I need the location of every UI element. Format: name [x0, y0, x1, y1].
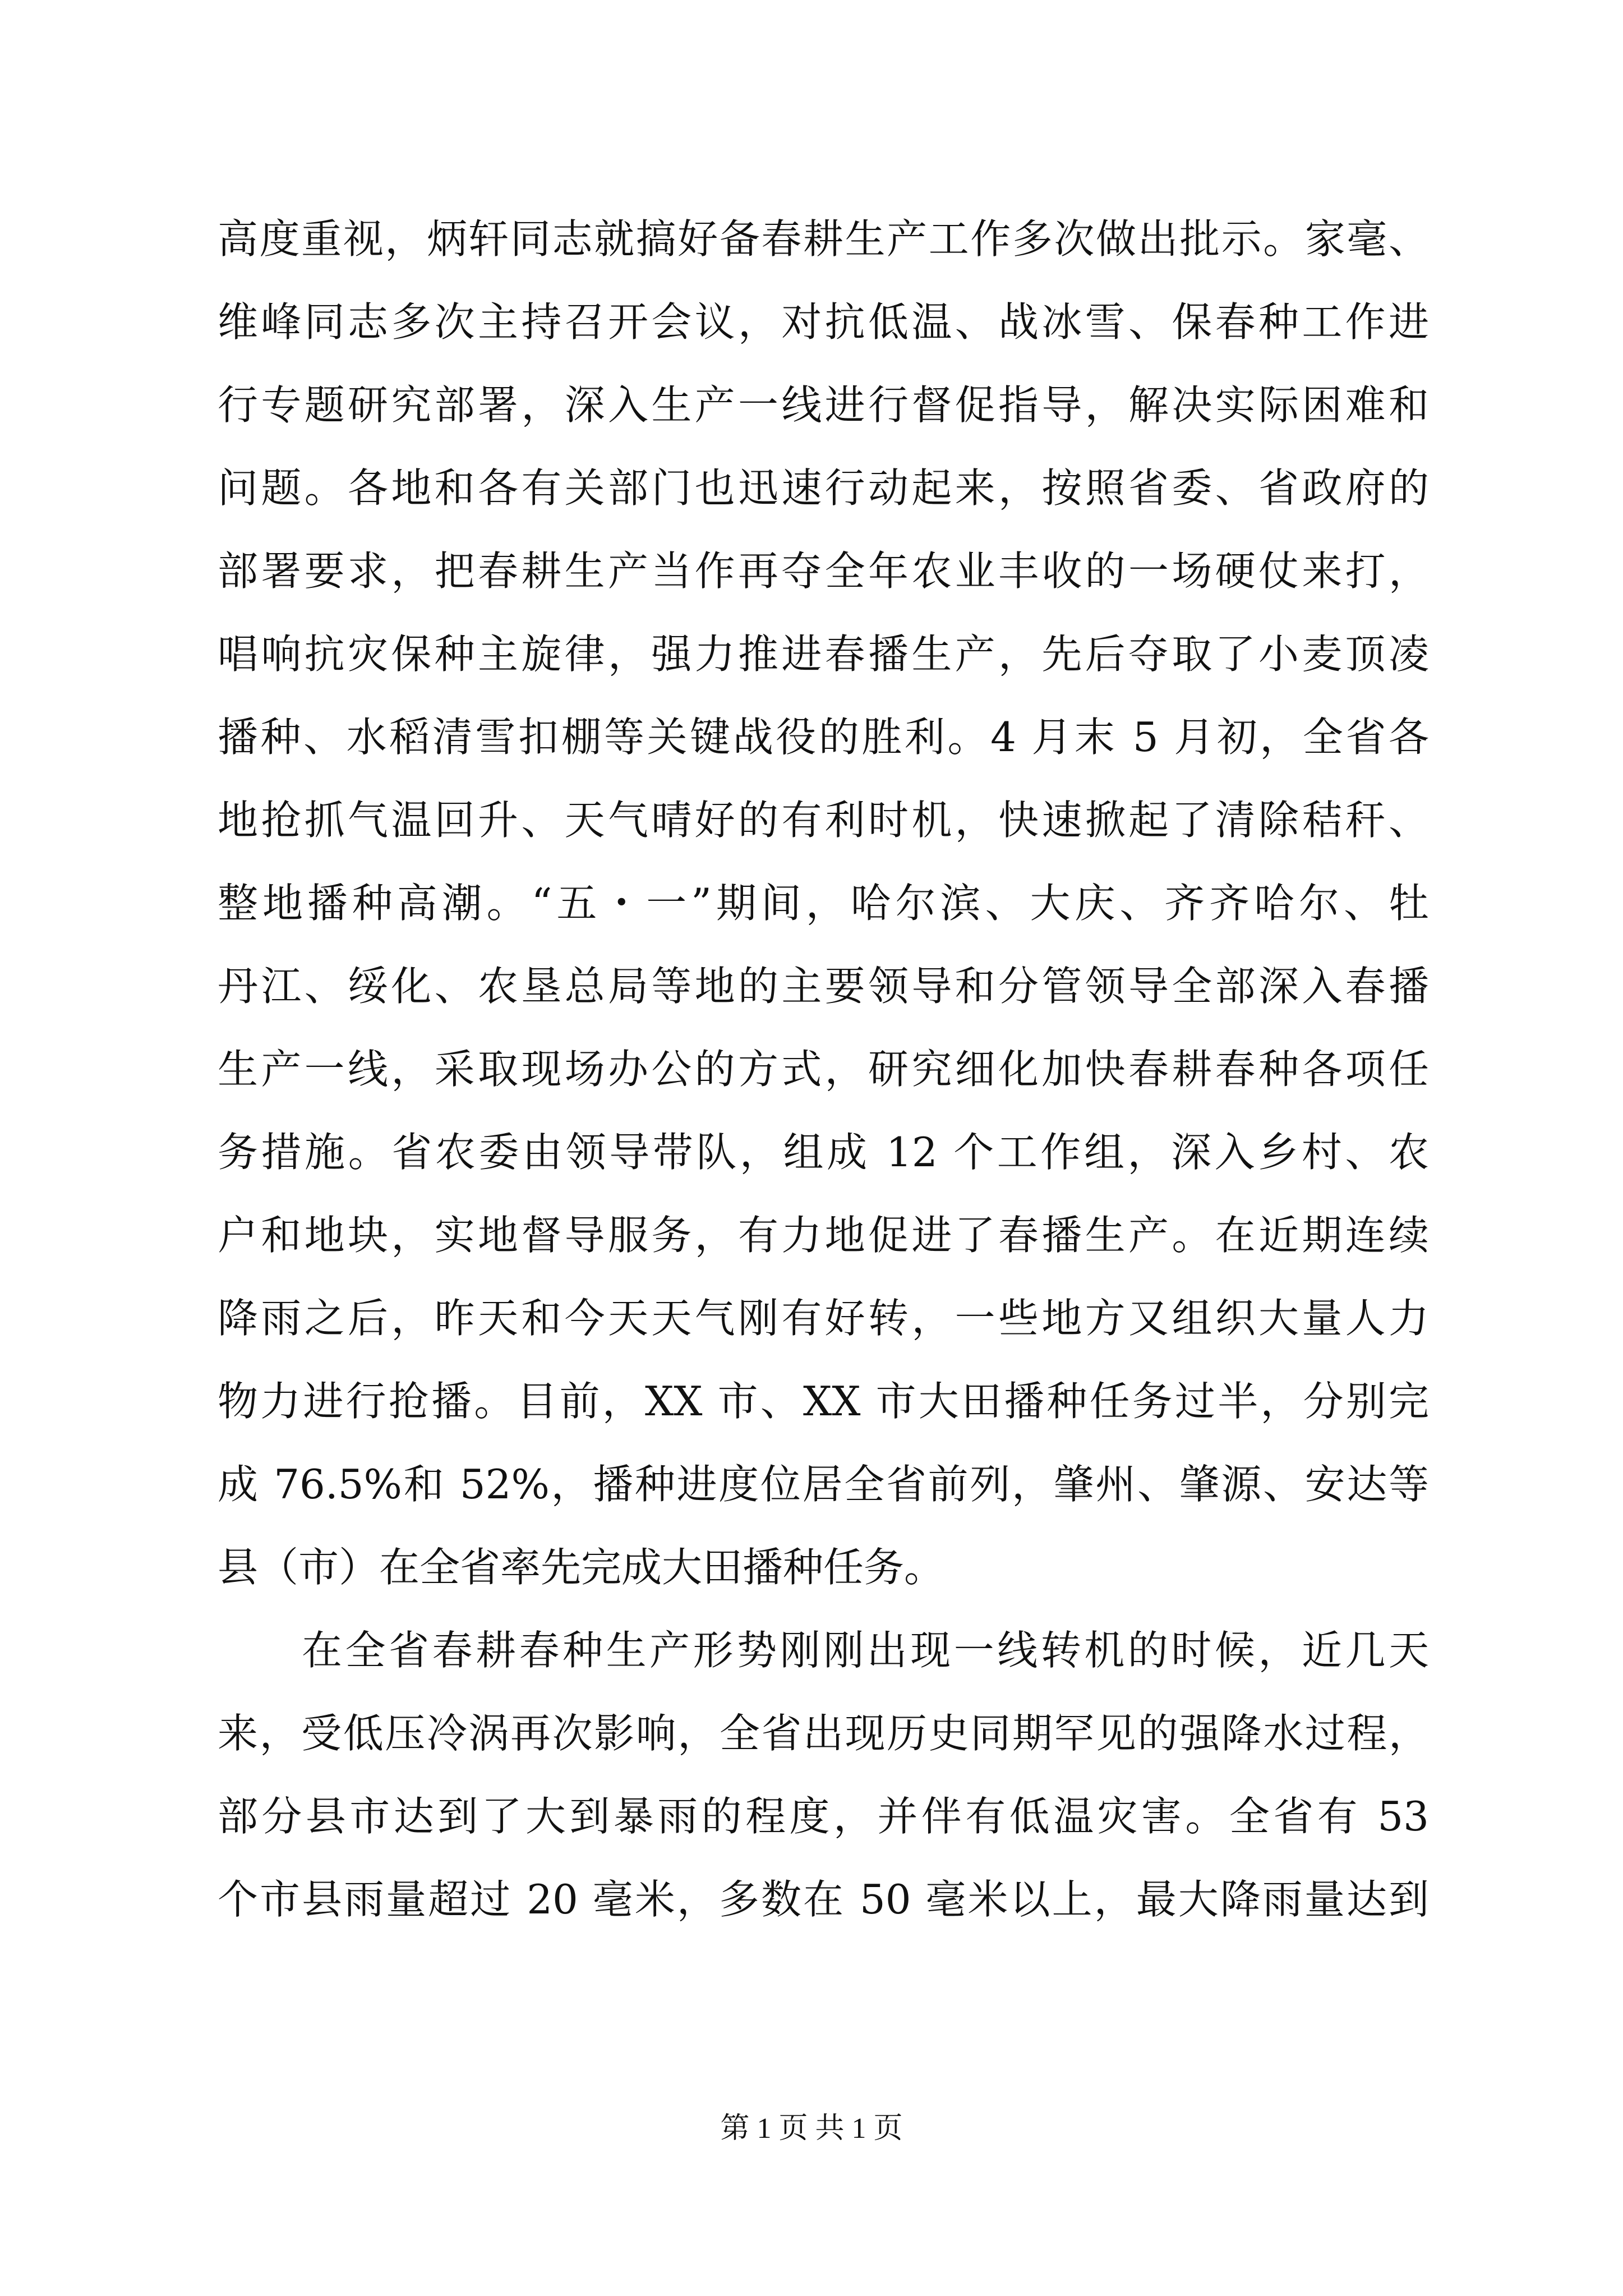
text-line: 在全省春耕春种生产形势刚刚出现一线转机的时候，近几天 [302, 1627, 1429, 1674]
text-line: 地抢抓气温回升、天气晴好的有利时机，快速掀起了清除秸秆、 [218, 797, 1429, 844]
text-line: 降雨之后，昨天和今天天气刚有好转，一些地方又组织大量人力 [218, 1295, 1429, 1342]
text-line: 成 76.5%和 52%，播种进度位居全省前列，肇州、肇源、安达等 [218, 1461, 1429, 1508]
text-line: 户和地块，实地督导服务，有力地促进了春播生产。在近期连续 [218, 1212, 1429, 1259]
text-line: 行专题研究部署，深入生产一线进行督促指导，解决实际困难和 [218, 381, 1429, 429]
text-line: 县（市）在全省率先完成大田播种任务。 [218, 1544, 945, 1591]
text-line: 部署要求，把春耕生产当作再夺全年农业丰收的一场硬仗来打， [218, 547, 1429, 595]
text-line: 播种、水稻清雪扣棚等关键战役的胜利。4 月末 5 月初，全省各 [218, 714, 1429, 761]
text-line: 务措施。省农委由领导带队，组成 12 个工作组，深入乡村、农 [218, 1129, 1429, 1176]
text-line: 部分县市达到了大到暴雨的程度，并伴有低温灾害。全省有 53 [218, 1793, 1429, 1840]
text-line: 整地播种高潮。“五・一”期间，哈尔滨、大庆、齐齐哈尔、牡 [218, 880, 1429, 927]
text-line: 个市县雨量超过 20 毫米，多数在 50 毫米以上，最大降雨量达到 [218, 1876, 1429, 1923]
text-line: 生产一线，采取现场办公的方式，研究细化加快春耕春种各项任 [218, 1046, 1429, 1093]
body-text [218, 197, 1429, 1941]
text-line: 物力进行抢播。目前，XX 市、XX 市大田播种任务过半，分别完 [218, 1378, 1429, 1425]
paragraph-2 [218, 1609, 1429, 1941]
text-line: 高度重视，炳轩同志就搞好备春耕生产工作多次做出批示。家毫、 [218, 215, 1429, 263]
text-line: 维峰同志多次主持召开会议，对抗低温、战冰雪、保春种工作进 [218, 298, 1429, 346]
text-line: 唱响抗灾保种主旋律，强力推进春播生产，先后夺取了小麦顶凌 [218, 631, 1429, 678]
text-line: 来，受低压冷涡再次影响，全省出现历史同期罕见的强降水过程， [218, 1710, 1429, 1757]
page-number-label: 第 1 页 共 1 页 [720, 2113, 903, 2145]
text-line: 丹江、绥化、农垦总局等地的主要领导和分管领导全部深入春播 [218, 963, 1429, 1010]
text-line: 问题。各地和各有关部门也迅速行动起来，按照省委、省政府的 [218, 464, 1429, 512]
paragraph-1 [218, 197, 1429, 1609]
page-footer [0, 2109, 1623, 2148]
